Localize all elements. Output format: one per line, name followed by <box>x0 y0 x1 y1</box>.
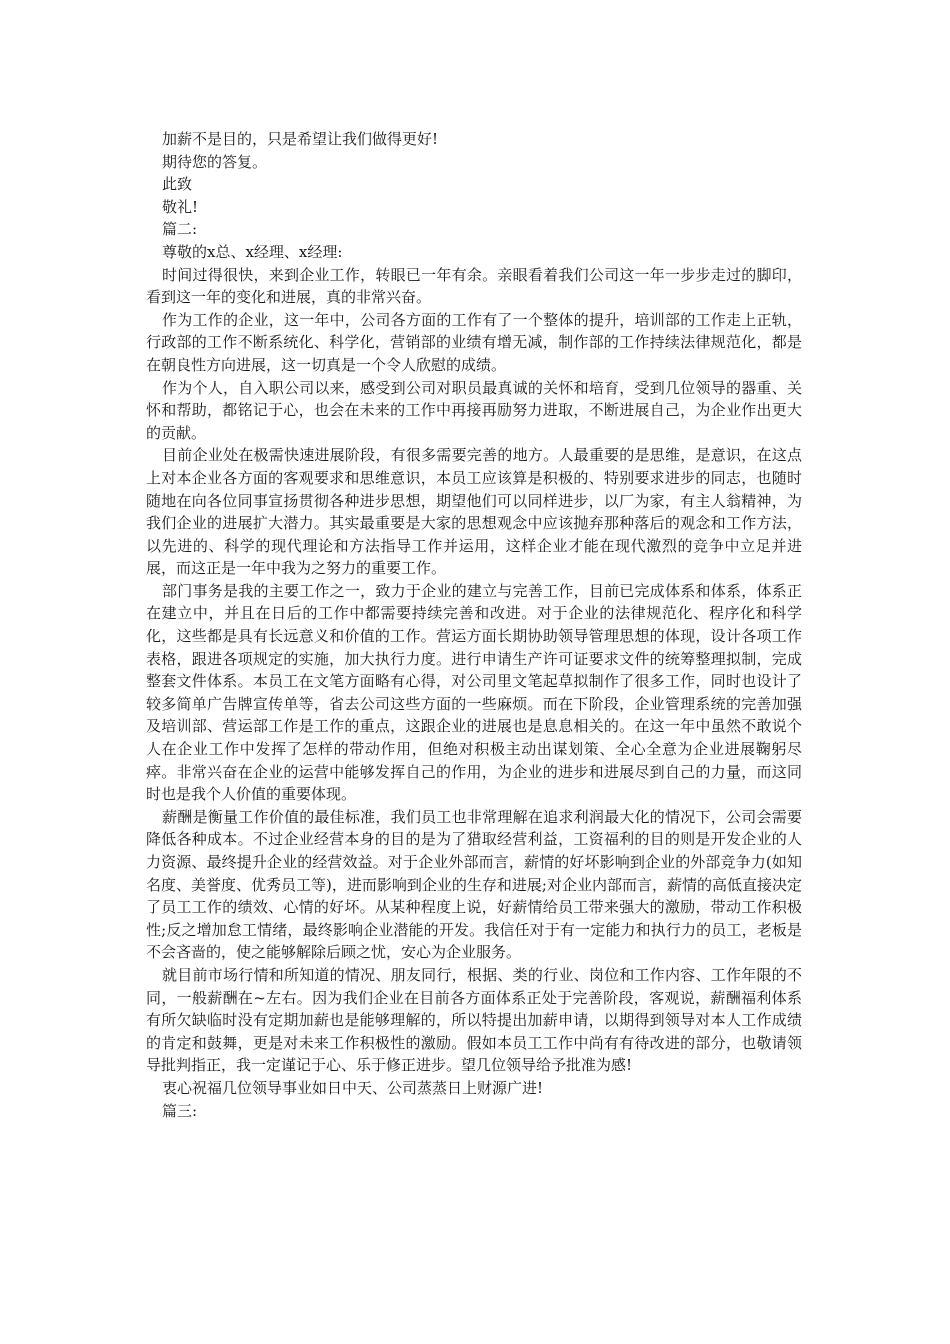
paragraph-5: 部门事务是我的主要工作之一，致力于企业的建立与完善工作，目前已完成体系和体系，体系正在建立中，并且在日后的工作中都需要持续完善和改进。对于企业的法律规范化、程序化和科学化，这些都是具有长远意义和价值的工作。营运方面长期协助领导管理思想的体现，设计各项工作表格，跟进各项规定的实施，加大执行力度。进行申请生产许可证要求文件的统筹整理拟制，完成整套文件体系。本员工在文笔方面略有心得，对公司里文笔起草拟制作了很多工作，同时也设计了较多简单广告牌宣传单等，省去公司这些方面的一些麻烦。而在下阶段，企业管理系统的完善加强及培训部、营运部工作是工作的重点，这跟企业的进展也是息息相关的。在这一年中虽然不敢说个人在企业工作中发挥了怎样的带动作用，但绝对积极主动出谋划策、全心全意为企业进展鞠躬尽瘁。非常兴奋在企业的运营中能够发挥自己的作用，为企业的进步和进展尽到自己的力量，而这同时也是我个人价值的重要体现。 <box>146 581 802 804</box>
paragraph-2: 作为工作的企业，这一年中，公司各方面的工作有了一个整体的提升，培训部的工作走上正轨，行政部的工作不断系统化、科学化，营销部的业绩有增无减，制作部的工作持续法律规范化，都是在朝良性方向进展，这一切真是一个令人欣慰的成绩。 <box>146 310 802 374</box>
paragraph-8: 衷心祝福几位领导事业如日中天、公司蒸蒸日上财源广进! <box>162 1078 544 1097</box>
paragraph-7: 就目前市场行情和所知道的情况、朋友同行，根据、类的行业、岗位和工作内容、工作年限的不同，一般薪酬在~左右。因为我们企业在目前各方面体系正处于完善阶段，客观说，薪酬福利体系有所欠缺临时没有定期加薪也是能够理解的，所以特提出加薪申请，以期得到领导对本人工作成绩的肯定和鼓舞，更是对未来工作积极性的激励。假如本员工工作中尚有有待改进的部分，也敬请领导批判指正，我一定谨记于心、乐于修正进步。望几位领导给予批准为感! <box>146 965 802 1075</box>
section-heading-two: 篇二: <box>162 220 198 239</box>
closing-line-raise: 加薪不是目的，只是希望让我们做得更好! <box>162 130 439 148</box>
paragraph-1: 时间过得很快，来到企业工作，转眼已一年有余。亲眼看着我们公司这一年一步步走过的脚印，看到这一年的变化和进展，真的非常兴奋。 <box>146 265 802 307</box>
closing-line-jingli: 敬礼! <box>162 197 199 216</box>
closing-line-await: 期待您的答复。 <box>162 152 268 171</box>
paragraph-3: 作为个人，自入职公司以来，感受到公司对职员最真诚的关怀和培育，受到几位领导的器重、关怀和帮助，都铭记于心，也会在未来的工作中再接再励努力进取，不断进展自己，为企业作出更大的贡献。 <box>146 378 802 442</box>
salutation: 尊敬的x总、x经理、x经理: <box>162 242 343 261</box>
paragraph-4: 目前企业处在极需快速进展阶段，有很多需要完善的地方。人最重要的是思维，是意识，在这点上对本企业各方面的客观要求和思维意识，本员工应该算是积极的、特别要求进步的同志，也随时随地在向各位同事宣扬贯彻各种进步思想，期望他们可以同样进步，以厂为家，有主人翁精神，为我们企业的进展扩大潜力。其实最重要是大家的思想观念中应该抛弃那种落后的观念和工作方法，以先进的、科学的现代理论和方法指导工作并运用，这样企业才能在现代激烈的竞争中立足并进展，而这正是一年中我为之努力的重要工作。 <box>146 446 802 578</box>
paragraph-6: 薪酬是衡量工作价值的最佳标准，我们员工也非常理解在追求利润最大化的情况下，公司会需要降低各种成本。不过企业经营本身的目的是为了猎取经营利益，工资福利的目的则是开发企业的人力资源、最终提升企业的经营效益。对于企业外部而言，薪情的好坏影响到企业的外部竞争力(如知名度、美誉度、优秀员工等)，进而影响到企业的生存和进展;对企业内部而言，薪情的高低直接决定了员工工作的绩效、心情的好坏。从某种程度上说，好薪情给员工带来强大的激励，带动工作积极性;反之增加怠工情绪，最终影响企业潜能的开发。我信任对于有一定能力和执行力的员工，老板是不会吝啬的，使之能够解除后顾之忧，安心为企业服务。 <box>146 807 802 962</box>
section-heading-three: 篇三: <box>162 1101 198 1120</box>
document-page <box>146 128 802 1122</box>
closing-line-zhizhi: 此致 <box>162 175 193 194</box>
